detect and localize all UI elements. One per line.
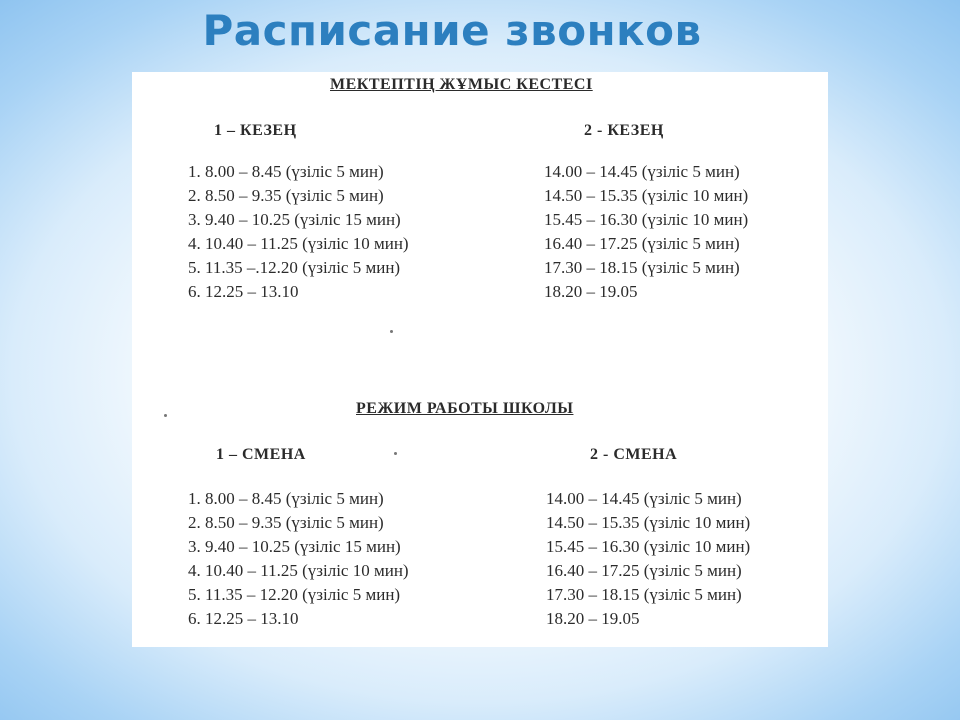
section-kz-col2-heading: 2 - КЕЗЕҢ [584, 122, 664, 139]
list-item: 15.45 – 16.30 (үзіліс 10 мин) [546, 537, 751, 556]
section-ru-col1-list [188, 487, 409, 631]
list-item: 5. 11.35 – 12.20 (үзіліс 5 мин) [188, 585, 401, 604]
list-item: 6. 12.25 – 13.10 [188, 609, 299, 628]
section-kz-heading: МЕКТЕПТІҢ ЖҰМЫС КЕСТЕСІ [330, 76, 593, 93]
list-item: 2. 8.50 – 9.35 (үзіліс 5 мин) [188, 186, 384, 205]
list-item: 17.30 – 18.15 (үзіліс 5 мин) [546, 585, 742, 604]
section-kz-col1-list [188, 160, 409, 304]
section-kz-col1-heading: 1 – КЕЗЕҢ [214, 122, 297, 139]
list-item: 1. 8.00 – 8.45 (үзіліс 5 мин) [188, 162, 384, 181]
list-item: 18.20 – 19.05 [544, 282, 638, 301]
section-kz-col2-list [544, 160, 748, 304]
list-item: 4. 10.40 – 11.25 (үзіліс 10 мин) [188, 561, 409, 580]
list-item: 16.40 – 17.25 (үзіліс 5 мин) [544, 234, 740, 253]
scan-speck [164, 414, 167, 417]
scan-speck [390, 330, 393, 333]
section-ru-col1-heading: 1 – СМЕНА [216, 446, 306, 463]
list-item: 17.30 – 18.15 (үзіліс 5 мин) [544, 258, 740, 277]
list-item: 15.45 – 16.30 (үзіліс 10 мин) [544, 210, 749, 229]
list-item: 14.00 – 14.45 (үзіліс 5 мин) [544, 162, 740, 181]
list-item: 14.50 – 15.35 (үзіліс 10 мин) [546, 513, 751, 532]
list-item: 3. 9.40 – 10.25 (үзіліс 15 мин) [188, 537, 401, 556]
list-item: 1. 8.00 – 8.45 (үзіліс 5 мин) [188, 489, 384, 508]
list-item: 2. 8.50 – 9.35 (үзіліс 5 мин) [188, 513, 384, 532]
section-ru-col2-heading: 2 - СМЕНА [590, 446, 678, 463]
list-item: 14.50 – 15.35 (үзіліс 10 мин) [544, 186, 749, 205]
list-item: 6. 12.25 – 13.10 [188, 282, 299, 301]
scan-speck [394, 452, 397, 455]
list-item: 16.40 – 17.25 (үзіліс 5 мин) [546, 561, 742, 580]
list-item: 5. 11.35 –.12.20 (үзіліс 5 мин) [188, 258, 401, 277]
list-item: 3. 9.40 – 10.25 (үзіліс 15 мин) [188, 210, 401, 229]
section-ru-heading: РЕЖИМ РАБОТЫ ШКОЛЫ [356, 400, 574, 417]
list-item: 14.00 – 14.45 (үзіліс 5 мин) [546, 489, 742, 508]
section-ru-col2-list [546, 487, 750, 631]
slide-title: Расписание звонков [202, 6, 702, 55]
list-item: 4. 10.40 – 11.25 (үзіліс 10 мин) [188, 234, 409, 253]
list-item: 18.20 – 19.05 [546, 609, 640, 628]
scanned-schedule-document [132, 72, 828, 647]
